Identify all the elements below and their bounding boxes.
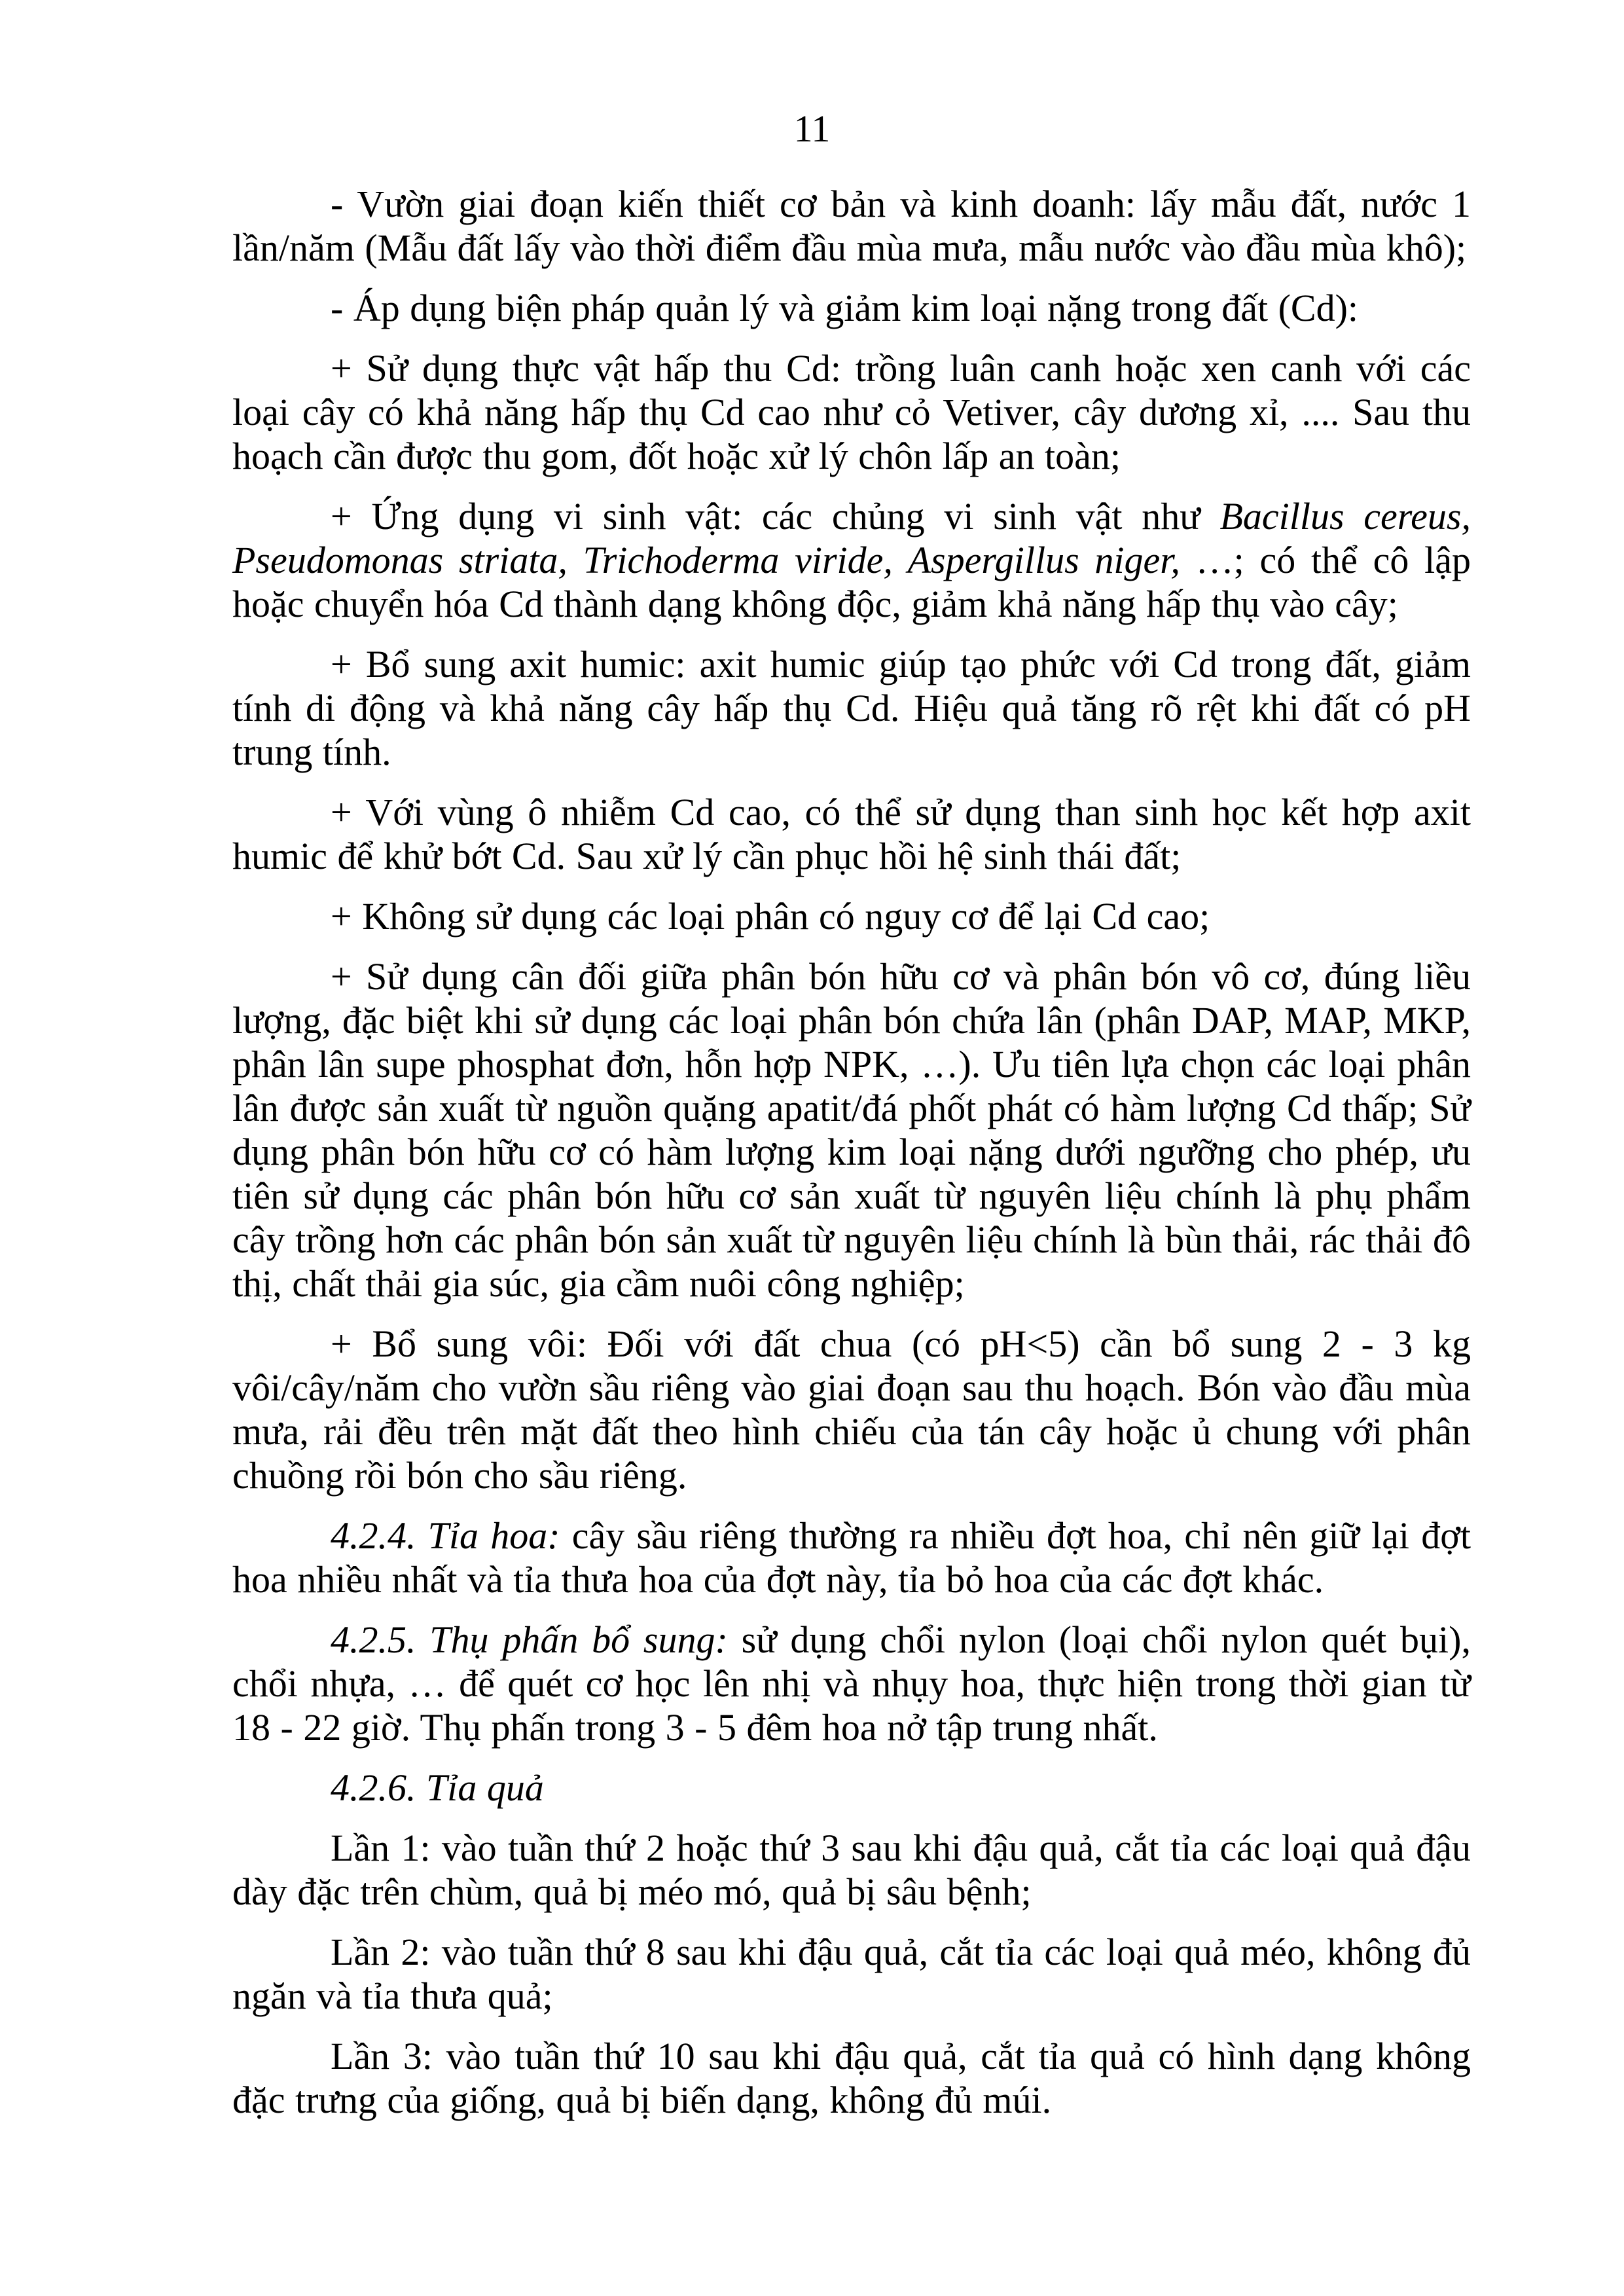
paragraph — [232, 1826, 1471, 1914]
paragraph — [232, 494, 1471, 626]
paragraph — [232, 955, 1471, 1305]
text-run: + Không sử dụng các loại phân có nguy cơ để lại Cd cao; — [331, 895, 1210, 938]
text-run: Lần 1: vào tuần thứ 2 hoặc thứ 3 sau khi đậu quả, cắt tỉa các loại quả đậu dày đặc trên chùm, quả bị méo mó, quả bị sâu bệnh; — [232, 1827, 1471, 1913]
text-run: - Vườn giai đoạn kiến thiết cơ bản và kinh doanh: lấy mẫu đất, nước 1 lần/năm (Mẫu đất lấy vào thời điểm đầu mùa mưa, mẫu nước vào đầu mùa khô); — [232, 183, 1471, 269]
paragraph — [232, 1514, 1471, 1601]
paragraph — [232, 1618, 1471, 1749]
paragraph — [232, 894, 1471, 938]
italic-text-run: 4.2.5. Thụ phấn bổ sung: — [331, 1618, 728, 1661]
page-body — [232, 182, 1471, 2138]
text-run: + Ứng dụng vi sinh vật: các chủng vi sinh vật như — [331, 495, 1220, 538]
italic-text-run: 4.2.6. Tỉa quả — [331, 1766, 544, 1809]
paragraph — [232, 286, 1471, 330]
paragraph — [232, 790, 1471, 878]
text-run: + Bổ sung vôi: Đối với đất chua (có pH<5) cần bổ sung 2 - 3 kg vôi/cây/năm cho vườn sầu riêng vào giai đoạn sau thu hoạch. Bón vào đầu mùa mưa, rải đều trên mặt đất theo hình chiếu của tán cây hoặc ủ chung với phân chuồng rồi bón cho sầu riêng. — [232, 1322, 1471, 1497]
text-run: Lần 3: vào tuần thứ 10 sau khi đậu quả, cắt tỉa quả có hình dạng không đặc trưng của giống, quả bị biến dạng, không đủ múi. — [232, 2035, 1471, 2121]
text-run: + Với vùng ô nhiễm Cd cao, có thể sử dụng than sinh học kết hợp axit humic để khử bớt Cd. Sau xử lý cần phục hồi hệ sinh thái đất; — [232, 791, 1471, 877]
paragraph — [232, 346, 1471, 478]
italic-text-run: Bacillus cereus, Pseudomonas striata, Trichoderma viride, Aspergillus niger, — [232, 495, 1471, 581]
paragraph — [232, 182, 1471, 270]
paragraph — [232, 1930, 1471, 2018]
text-run: + Sử dụng thực vật hấp thu Cd: trồng luân canh hoặc xen canh với các loại cây có khả năng hấp thụ Cd cao như cỏ Vetiver, cây dương xỉ, .... Sau thu hoạch cần được thu gom, đốt hoặc xử lý chôn lấp an toàn; — [232, 347, 1471, 477]
text-run: …; có thể cô lập hoặc chuyển hóa Cd thành dạng không độc, giảm khả năng hấp thụ vào cây; — [232, 539, 1471, 625]
paragraph — [232, 2034, 1471, 2122]
italic-text-run: 4.2.4. Tỉa hoa: — [331, 1514, 560, 1557]
page-number: 11 — [793, 107, 831, 150]
text-run: + Sử dụng cân đối giữa phân bón hữu cơ và phân bón vô cơ, đúng liều lượng, đặc biệt khi sử dụng các loại phân bón chứa lân (phân DAP, MAP, MKP, phân lân supe phosphat đơn, hỗn hợp NPK, …). Ưu tiên lựa chọn các loại phân lân được sản xuất từ nguồn quặng apatit/đá phốt phát có hàm lượng Cd thấp; Sử dụng phân bón hữu cơ có hàm lượng kim loại nặng dưới ngưỡng cho phép, ưu tiên sử dụng các phân bón hữu cơ sản xuất từ nguyên liệu chính là phụ phẩm cây trồng hơn các phân bón sản xuất từ nguyên liệu chính là bùn thải, rác thải đô thị, chất thải gia súc, gia cầm nuôi công nghiệp; — [232, 955, 1471, 1305]
text-run: Lần 2: vào tuần thứ 8 sau khi đậu quả, cắt tỉa các loại quả méo, không đủ ngăn và tỉa thưa quả; — [232, 1931, 1471, 2017]
paragraph — [232, 642, 1471, 774]
text-run: + Bổ sung axit humic: axit humic giúp tạo phức với Cd trong đất, giảm tính di động và khả năng cây hấp thụ Cd. Hiệu quả tăng rõ rệt khi đất có pH trung tính. — [232, 643, 1471, 773]
text-run: sử dụng chổi nylon (loại chổi nylon quét bụi), chổi nhựa, … để quét cơ học lên nhị và nhụy hoa, thực hiện trong thời gian từ 18 - 22 giờ. Thụ phấn trong 3 - 5 đêm hoa nở tập trung nhất. — [232, 1618, 1471, 1749]
paragraph — [232, 1766, 1471, 1810]
text-run: - Áp dụng biện pháp quản lý và giảm kim loại nặng trong đất (Cd): — [331, 287, 1359, 329]
text-run: cây sầu riêng thường ra nhiều đợt hoa, chỉ nên giữ lại đợt hoa nhiều nhất và tỉa thưa hoa của đợt này, tỉa bỏ hoa của các đợt khác. — [232, 1514, 1471, 1601]
paragraph — [232, 1322, 1471, 1497]
